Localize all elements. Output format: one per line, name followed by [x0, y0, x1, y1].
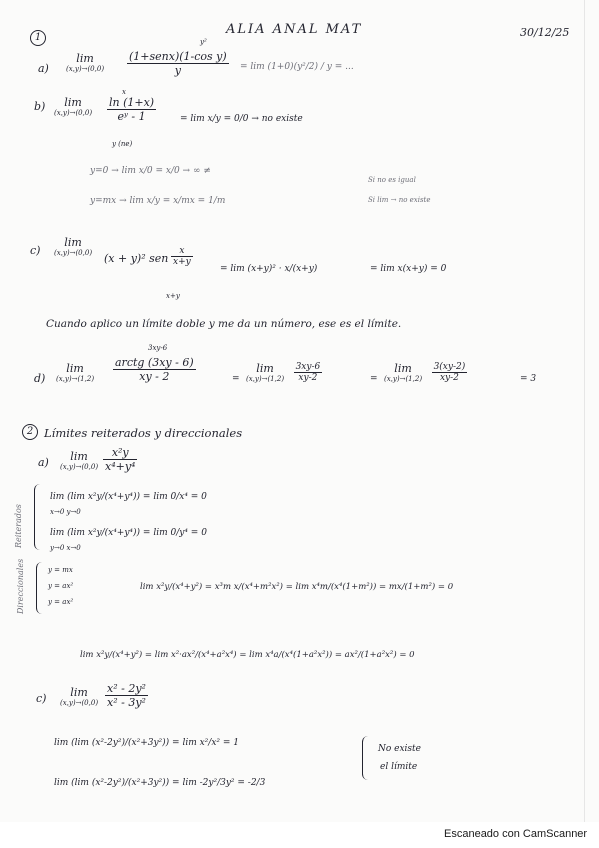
ex1d-result: = 3: [520, 374, 537, 384]
ex1b-step1: = lim x/y = 0/0 → no existe: [180, 114, 303, 124]
ex1-note-sentence: Cuando aplico un límite doble y me da un número, ese es el límite.: [46, 318, 402, 330]
ex2a-dir1: lim x²y/(x⁴+y²) = x³m x/(x⁴+m²x²) = lim x⁴m/(x⁴(1+m²)) = mx/(1+m²) = 0: [140, 582, 454, 592]
ex2a-reit1: lim (lim x²y/(x⁴+y⁴)) = lim 0/x⁴ = 0: [50, 492, 207, 502]
ex1b-side1: Si no es igual: [368, 176, 416, 184]
ex1c-fraction: $\frac{x}{x+y}$: [173, 246, 191, 267]
ex1b-side2: Si lim → no existe: [368, 196, 431, 204]
ex1a-rest: = lim (1+0)(y²/2) / y = ...: [240, 62, 354, 72]
ex1d-step2: lim (x,y)→(1,2) $\frac{3(xy-2)}{xy-2}$: [384, 362, 466, 383]
ex2c-limit: lim (x,y)→(0,0): [60, 686, 99, 707]
page-date: 30/12/25: [520, 26, 570, 39]
ex1c-note: x+y: [166, 292, 180, 300]
ex1b-den-note: y (ne): [112, 140, 133, 148]
ex1b-num-top: x: [122, 88, 126, 96]
reiterados-label: Reiterados: [14, 504, 23, 548]
ex1d-fraction: $\frac{\text{arctg (3xy - 6)}}{xy - 2}$: [115, 356, 194, 383]
ex1c-label: c): [30, 244, 41, 257]
camscanner-watermark: Escaneado con CamScanner: [444, 828, 588, 840]
ex2a-dir2: lim x²y/(x⁴+y²) = lim x²·ax²/(x⁴+a²x⁴) = lim x⁴a/(x⁴(1+a²x²)) = ax²/(1+a²x²) = 0: [80, 650, 415, 660]
ex1d-step1: lim (x,y)→(1,2) $\frac{3xy-6}{xy-2}$: [246, 362, 321, 383]
ex2a-fraction: $\frac{\text{x²y}}{\text{x⁴+y⁴}}$: [105, 446, 136, 473]
ex2c-label: c): [36, 692, 47, 705]
ex1d-top-note: 3xy-6: [148, 344, 168, 352]
direccionales-brace: [36, 562, 45, 614]
ex1d-label: d): [34, 372, 46, 385]
ex1c-limit: lim (x,y)→(0,0): [54, 236, 93, 257]
ex2a-dir-y3: y = ax²: [48, 598, 74, 606]
ex2a-label: a): [38, 456, 49, 469]
ex1c-expr: (x + y)² sen: [104, 252, 169, 265]
ex1a-note: y²: [200, 38, 207, 46]
conclusion-brace: [362, 736, 369, 780]
ex2c-conclusion-2: el límite: [380, 762, 418, 772]
ex2a-limit: lim (x,y)→(0,0): [60, 450, 99, 471]
ex1a-limit: lim (x,y)→(0,0): [66, 52, 105, 73]
reiterados-brace: [34, 484, 43, 550]
ex1d-limit: lim (x,y)→(1,2): [56, 362, 95, 383]
ex1c-rest2: = lim x(x+y) = 0: [370, 264, 447, 274]
ex2c-conclusion-1: No existe: [378, 744, 421, 754]
ex2a-reit2: lim (lim x²y/(x⁴+y⁴)) = lim 0/y⁴ = 0: [50, 528, 207, 538]
ex2c-reit1: lim (lim (x²-2y²)/(x²+3y²)) = lim x²/x² = 1: [54, 738, 239, 748]
ex2a-reit1-sub: x→0 y→0: [50, 508, 81, 516]
exercise-2-title: Límites reiterados y direccionales: [44, 426, 243, 440]
ex1a-label: a): [38, 62, 49, 75]
ex1c-rest1: = lim (x+y)² · x/(x+y): [220, 264, 318, 274]
page-edge: [584, 0, 585, 848]
ex1a-fraction: $\frac{\text{(1+senx)(1-cos y)}}{y}$: [129, 50, 227, 77]
ex1b-label: b): [34, 100, 46, 113]
page-title: ALIA ANAL MAT: [226, 22, 363, 37]
ex1b-line2: y=0 → lim x/0 = x/0 → ∞ ≠: [90, 166, 211, 176]
ex2c-reit2: lim (lim (x²-2y²)/(x²+3y²)) = lim -2y²/3y² = -2/3: [54, 778, 266, 788]
ex2a-reit2-sub: y→0 x→0: [50, 544, 81, 552]
ex1b-limit: lim (x,y)→(0,0): [54, 96, 93, 117]
exercise-1-number: 1: [30, 30, 46, 46]
direccionales-label: Direccionales: [16, 558, 25, 614]
ex1d-eq1: =: [232, 374, 240, 384]
ex1d-eq2: =: [370, 374, 378, 384]
ex2c-fraction: $\frac{\text{x² - 2y²}}{\text{x² - 3y²}}$: [107, 682, 146, 709]
ex2a-dir-y1: y = mx: [48, 566, 73, 574]
ex2a-dir-y2: y = ax²: [48, 582, 74, 590]
ex1b-line3: y=mx → lim x/y = x/mx = 1/m: [90, 196, 226, 206]
ex1b-fraction: $\frac{\ln (1+x)}{\text{eʸ - 1}}$: [109, 96, 155, 123]
exercise-2-number: 2: [22, 424, 38, 440]
